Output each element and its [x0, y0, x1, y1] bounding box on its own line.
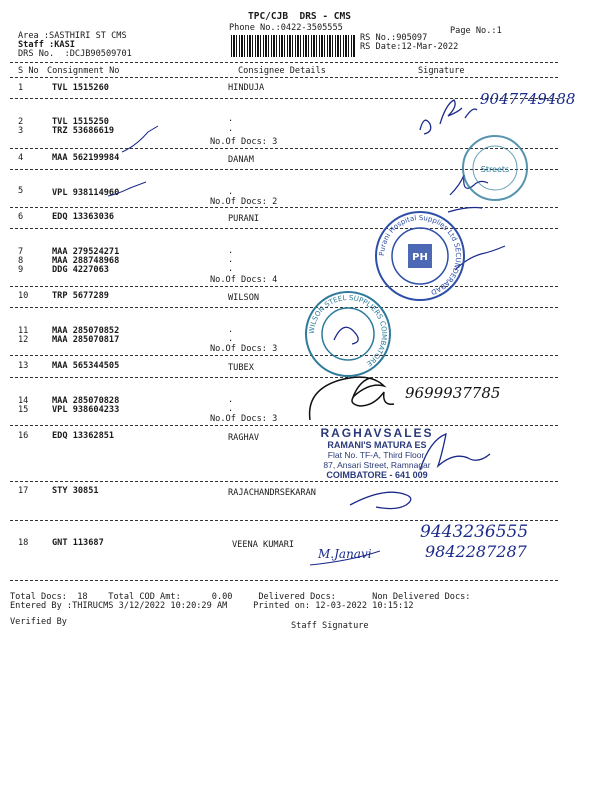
col-header-consignee: Consignee Details [238, 66, 326, 76]
row-sno: 12 [18, 335, 29, 345]
row-consignee: TUBEX [228, 363, 254, 373]
row-sno: 10 [18, 291, 29, 301]
row-consignment: STY 30851 [52, 486, 99, 496]
entered-by-line: Entered By :THIRUCMS 3/12/2022 10:20:29 AM Printed on: 12-03-2022 10:15:12 [10, 601, 414, 611]
row-consignee: PURANI [228, 214, 260, 224]
row-consignment: TVL 1515260 [52, 83, 109, 93]
row-consignee: RAGHAV [228, 433, 260, 443]
row-sno: 9 [18, 265, 24, 275]
docs-note: No.Of Docs: 3 [210, 414, 278, 424]
svg-text:PH: PH [412, 252, 428, 263]
staff-signature-label: Staff Signature [291, 621, 369, 631]
row-consignee: DANAM [228, 155, 254, 165]
row-consignment: MAA 288748968 [52, 256, 120, 266]
rs-date: RS Date:12-Mar-2022 [360, 42, 459, 52]
row-consignment: TVL 1515250 [52, 117, 109, 127]
company-stamp: RAGHAVSALES RAMANI'S MATURA ES Flat No. TF-A, Third Floor, 87, Ansari Street, Ramnagar COIMBATORE - 641 009 [320, 426, 434, 480]
row-consignee: HINDUJA [228, 83, 265, 93]
row-sno: 11 [18, 326, 29, 336]
row-sno: 13 [18, 361, 29, 371]
row-sno: 4 [18, 153, 24, 163]
row-sno: 5 [18, 186, 24, 196]
verified-by: Verified By [10, 617, 67, 627]
row-sno: 1 [18, 83, 24, 93]
totals-line: Total Docs: 18 Total COD Amt: 0.00 Delivered Docs: Non Delivered Docs: [10, 592, 471, 602]
svg-text:WILSON STEEL SUPPLIERS COIMBAT: WILSON STEEL SUPPLIERS COIMBATORE [307, 293, 389, 368]
row-sno: 17 [18, 486, 29, 496]
row-sno: 14 [18, 396, 29, 406]
row-consignment: MAA 565344505 [52, 361, 120, 371]
report-title: TPC/CJB DRS - CMS [248, 11, 351, 22]
docs-note: No.Of Docs: 3 [210, 344, 278, 354]
row-consignment: MAA 285070828 [52, 396, 120, 406]
row-sno: 8 [18, 256, 24, 266]
svg-text:Streets: Streets [480, 165, 510, 174]
row-consignment: MAA 279524271 [52, 247, 120, 257]
handwritten-phone: 9842287287 [425, 542, 527, 561]
handwritten-phone: 9443236555 [420, 522, 529, 542]
row-consignment: MAA 562199984 [52, 153, 120, 163]
svg-text:Purani Hospital Supplies Ltd S: Purani Hospital Supplies Ltd SECUNDERABAD [377, 213, 463, 297]
row-sno: 16 [18, 431, 29, 441]
drs-number: DRS No. :DCJB90509701 [18, 49, 132, 59]
docs-note: No.Of Docs: 2 [210, 197, 278, 207]
row-consignment: VPL 938604233 [52, 405, 120, 415]
row-sno: 15 [18, 405, 29, 415]
row-consignee: RAJACHANDRSEKARAN [228, 488, 316, 498]
area-label: Area :SASTHIRI ST CMS [18, 31, 127, 41]
row-consignee: WILSON [228, 293, 260, 303]
row-sno: 3 [18, 126, 24, 136]
row-consignment: GNT 113687 [52, 538, 104, 548]
row-consignment: VPL 938114960 [52, 188, 120, 198]
row-consignment: MAA 285070817 [52, 335, 120, 345]
row-consignment: DDG 4227063 [52, 265, 109, 275]
col-header-consignment: Consignment No [47, 66, 120, 76]
row-consignment: EDQ 13362851 [52, 431, 115, 441]
row-consignment: TRZ 53686619 [52, 126, 115, 136]
row-sno: 18 [18, 538, 29, 548]
row-consignment: EDQ 13363036 [52, 212, 115, 222]
docs-note: No.Of Docs: 4 [210, 275, 278, 285]
row-consignment: MAA 285070852 [52, 326, 120, 336]
seal-stamp [455, 128, 535, 208]
row-sno: 7 [18, 247, 24, 257]
docs-note: No.Of Docs: 3 [210, 137, 278, 147]
col-header-signature: Signature [418, 66, 465, 76]
row-consignment: TRP 5677289 [52, 291, 109, 301]
handwritten-phone: 9699937785 [405, 384, 501, 402]
col-header-sno: S No [18, 66, 39, 76]
staff-label: Staff :KASI [18, 40, 75, 50]
phone-number: Phone No.:0422-3505555 [229, 23, 343, 33]
page-number: Page No.:1 [450, 26, 502, 36]
row-sno: 2 [18, 117, 24, 127]
row-consignee: VEENA KUMARI [232, 540, 295, 550]
handwritten-name: M.Janavi [318, 547, 372, 561]
handwritten-phone: 9047749488 [480, 90, 576, 108]
rs-number: RS No.:905097 [360, 33, 428, 43]
seal-stamp [302, 288, 394, 380]
row-sno: 6 [18, 212, 24, 222]
